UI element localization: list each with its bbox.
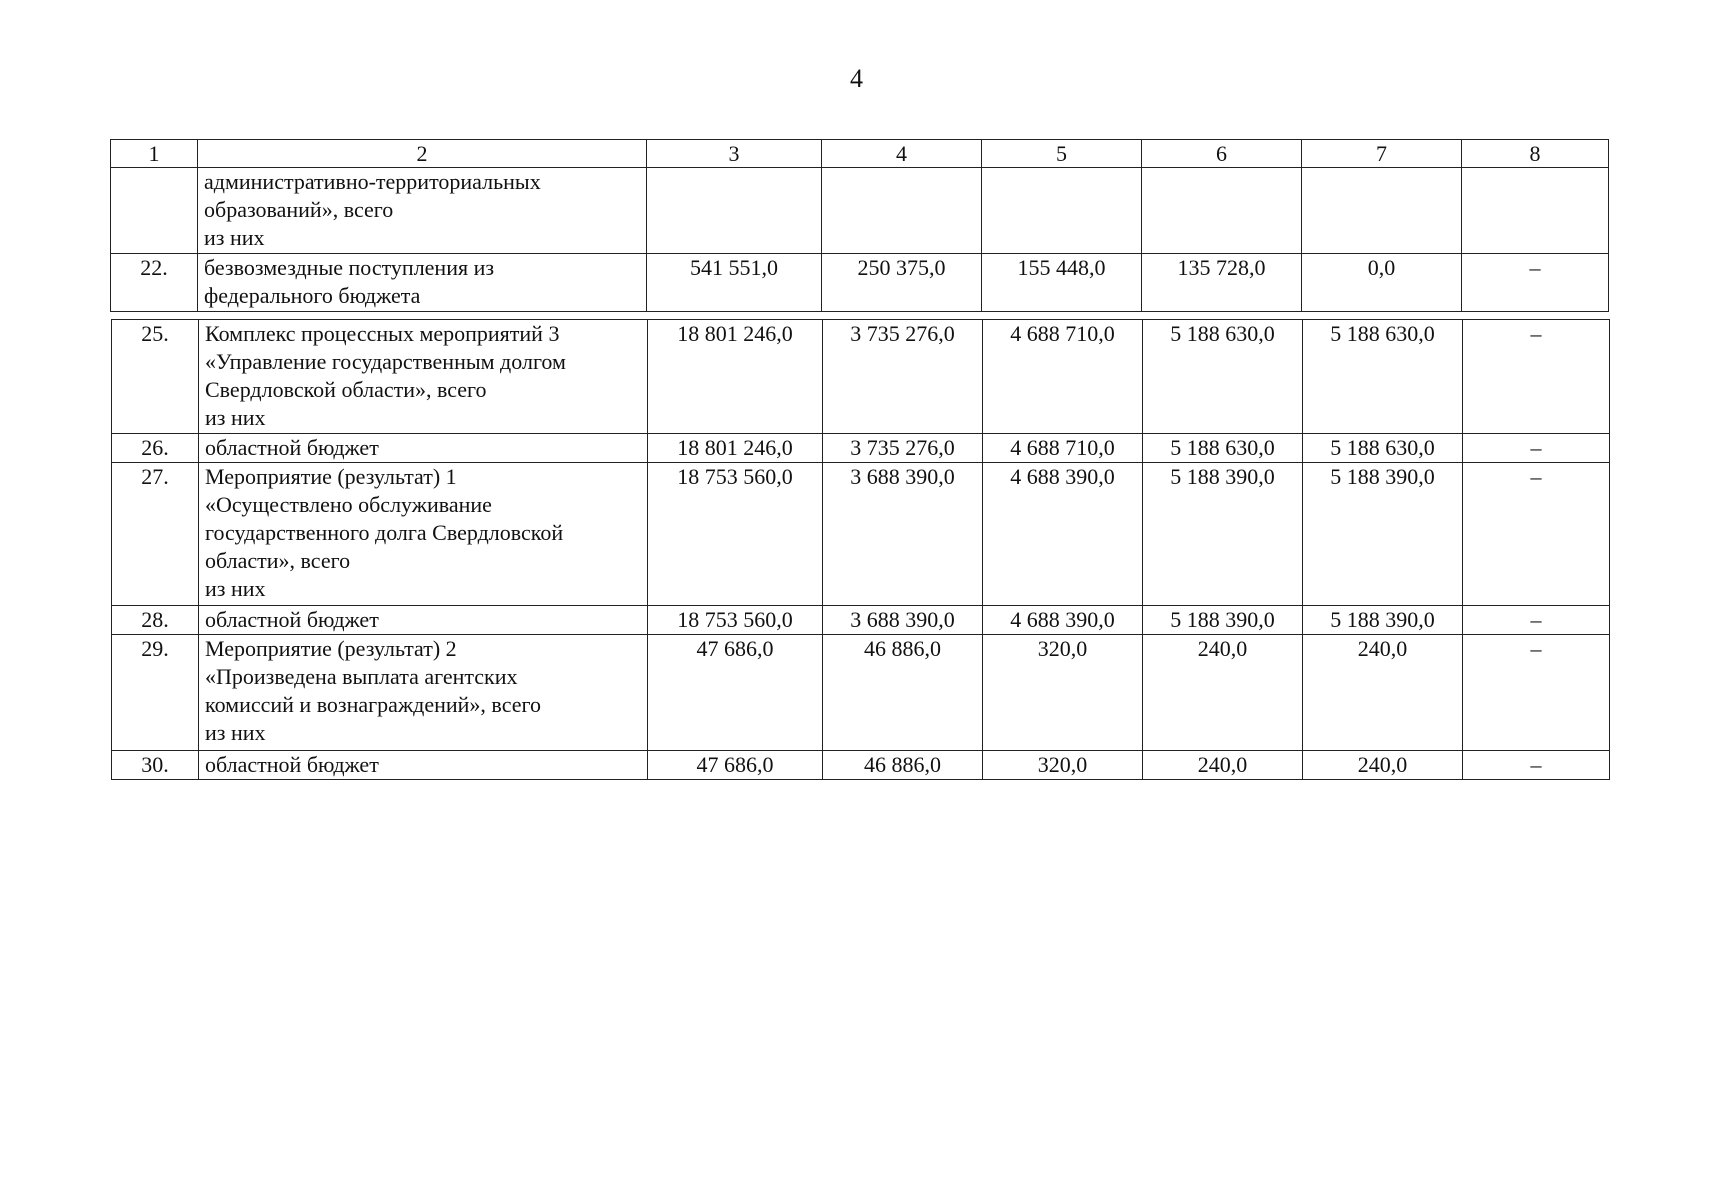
row-value: 46 886,0 — [823, 635, 983, 751]
row-value: 5 188 390,0 — [1143, 463, 1303, 606]
column-number: 6 — [1142, 140, 1302, 168]
row-value — [982, 168, 1142, 254]
row-value: 240,0 — [1303, 751, 1463, 780]
row-value: 3 688 390,0 — [823, 606, 983, 635]
row-value: 5 188 390,0 — [1303, 606, 1463, 635]
row-value — [1302, 168, 1462, 254]
column-number: 3 — [647, 140, 822, 168]
row-value: 155 448,0 — [982, 254, 1142, 312]
row-value: 240,0 — [1303, 635, 1463, 751]
row-value: 0,0 — [1302, 254, 1462, 312]
row-value: 18 801 246,0 — [648, 434, 823, 463]
row-value: 46 886,0 — [823, 751, 983, 780]
row-name: областной бюджет — [199, 751, 648, 780]
row-name: областной бюджет — [199, 434, 648, 463]
row-value: 5 188 630,0 — [1143, 320, 1303, 434]
row-value: 4 688 390,0 — [983, 606, 1143, 635]
row-number: 29. — [112, 635, 199, 751]
row-value: 320,0 — [983, 635, 1143, 751]
page-number: 4 — [850, 64, 863, 93]
row-value — [1142, 168, 1302, 254]
row-number: 30. — [112, 751, 199, 780]
row-value: 3 688 390,0 — [823, 463, 983, 606]
table-row — [112, 606, 1610, 635]
row-number: 25. — [112, 320, 199, 434]
row-number: 27. — [112, 463, 199, 606]
row-value: 5 188 390,0 — [1143, 606, 1303, 635]
row-value: – — [1463, 434, 1610, 463]
table-row — [112, 434, 1610, 463]
column-number-row — [111, 140, 1609, 168]
row-value: 4 688 390,0 — [983, 463, 1143, 606]
table-row — [112, 751, 1610, 780]
row-number: 22. — [111, 254, 198, 312]
budget-table-part-2 — [111, 319, 1610, 780]
table-row — [112, 320, 1610, 434]
row-name: Мероприятие (результат) 2 «Произведена выплата агентских комиссий и вознаграждений», всего из них — [199, 635, 648, 751]
budget-table-part-1 — [110, 139, 1609, 312]
row-value: 5 188 630,0 — [1303, 320, 1463, 434]
row-value: 18 801 246,0 — [648, 320, 823, 434]
table-row — [111, 254, 1609, 312]
table-row — [111, 168, 1609, 254]
row-value: 3 735 276,0 — [823, 320, 983, 434]
table-row — [112, 635, 1610, 751]
row-value — [1462, 168, 1609, 254]
column-number: 1 — [111, 140, 198, 168]
row-name: административно-территориальных образований», всего из них — [198, 168, 647, 254]
row-number: 26. — [112, 434, 199, 463]
row-value: 240,0 — [1143, 635, 1303, 751]
row-name: областной бюджет — [199, 606, 648, 635]
column-number: 8 — [1462, 140, 1609, 168]
row-value: 240,0 — [1143, 751, 1303, 780]
column-number: 2 — [198, 140, 647, 168]
row-value: 135 728,0 — [1142, 254, 1302, 312]
row-name: Комплекс процессных мероприятий 3 «Управление государственным долгом Свердловской области», всего из них — [199, 320, 648, 434]
row-value: 250 375,0 — [822, 254, 982, 312]
row-value: 47 686,0 — [648, 635, 823, 751]
row-value: – — [1463, 606, 1610, 635]
row-value: 3 735 276,0 — [823, 434, 983, 463]
row-name: Мероприятие (результат) 1 «Осуществлено обслуживание государственного долга Свердловской области», всего из них — [199, 463, 648, 606]
row-value: 18 753 560,0 — [648, 606, 823, 635]
row-value: 5 188 390,0 — [1303, 463, 1463, 606]
row-name: безвозмездные поступления из федерального бюджета — [198, 254, 647, 312]
row-value: – — [1463, 320, 1610, 434]
row-value: 541 551,0 — [647, 254, 822, 312]
column-number: 5 — [982, 140, 1142, 168]
row-value — [822, 168, 982, 254]
row-value: 47 686,0 — [648, 751, 823, 780]
row-value: 320,0 — [983, 751, 1143, 780]
column-number: 4 — [822, 140, 982, 168]
row-value — [647, 168, 822, 254]
row-value: – — [1463, 751, 1610, 780]
row-value: 4 688 710,0 — [983, 320, 1143, 434]
column-number: 7 — [1302, 140, 1462, 168]
row-value: 4 688 710,0 — [983, 434, 1143, 463]
row-value: 18 753 560,0 — [648, 463, 823, 606]
row-value: – — [1463, 463, 1610, 606]
row-number — [111, 168, 198, 254]
table-row — [112, 463, 1610, 606]
row-value: 5 188 630,0 — [1303, 434, 1463, 463]
row-number: 28. — [112, 606, 199, 635]
row-value: – — [1463, 635, 1610, 751]
row-value: 5 188 630,0 — [1143, 434, 1303, 463]
row-value: – — [1462, 254, 1609, 312]
